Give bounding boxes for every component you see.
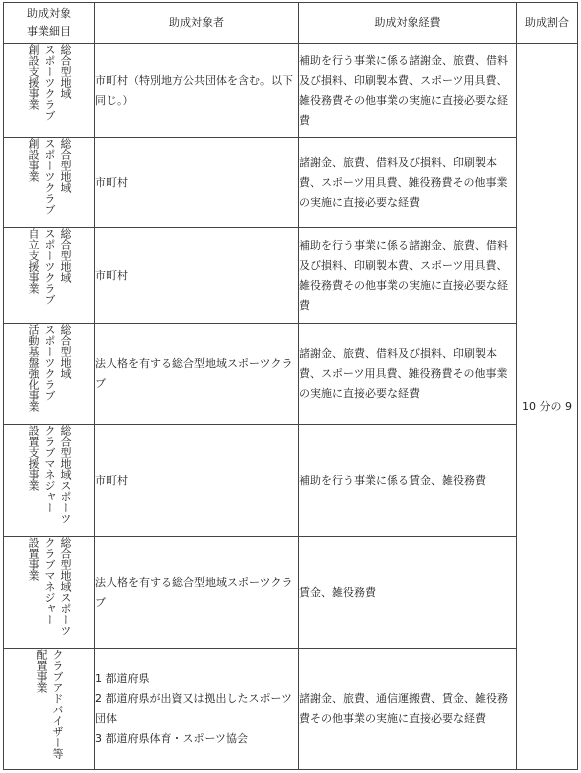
item-col: 総合型地域 <box>59 138 72 193</box>
item-col: 自立支援事業 <box>27 228 40 294</box>
target-cell: 市町村（特別地方公共団体を含む。以下同じ。） <box>95 44 299 138</box>
table-row <box>4 138 578 228</box>
header-expense: 助成対象経費 <box>299 3 517 44</box>
target-list-item: 1 都道府県 <box>95 672 150 685</box>
target-cell: 市町村 <box>95 425 299 537</box>
target-list-item: 2 都道府県が出資又は拠出したスポーツ団体 <box>95 692 293 725</box>
item-cell <box>4 324 95 425</box>
header-target: 助成対象者 <box>95 3 299 44</box>
item-col: 総合型地域 <box>59 44 72 99</box>
target-cell: 法人格を有する総合型地域スポーツクラブ <box>95 537 299 649</box>
item-cell <box>4 138 95 228</box>
target-cell: 法人格を有する総合型地域スポーツクラブ <box>95 324 299 425</box>
subsidy-table <box>3 2 578 770</box>
target-cell: 市町村 <box>95 228 299 324</box>
item-col: スポーツクラブ <box>43 44 56 121</box>
table-row <box>4 537 578 649</box>
item-col: クラブアドバイザー等 <box>51 649 64 759</box>
header-item-line2: 事業細目 <box>27 25 71 38</box>
table-row <box>4 228 578 324</box>
target-list-item: 3 都道府県体育・スポーツ協会 <box>95 732 249 745</box>
expense-cell: 諸謝金、旅費、借料及び損料、印刷製本費、スポーツ用具費、雑役務費その他事業の実施に直接必要な経費 <box>299 138 517 228</box>
item-col: 総合型地域スポーツ <box>59 537 72 636</box>
item-col: 配置事業 <box>35 649 48 693</box>
item-col: スポーツクラブ <box>43 138 56 215</box>
item-col: スポーツクラブ <box>43 228 56 305</box>
expense-cell: 補助を行う事業に係る諸謝金、旅費、借料及び損料、印刷製本費、スポーツ用具費、雑役務費その他事業の実施に直接必要な経費 <box>299 44 517 138</box>
table-row <box>4 649 578 770</box>
item-col: 設置事業 <box>27 537 40 581</box>
expense-cell: 諸謝金、旅費、借料及び損料、印刷製本費、スポーツ用具費、雑役務費その他事業の実施に直接必要な経費 <box>299 324 517 425</box>
header-row <box>4 3 578 44</box>
item-col: 総合型地域 <box>59 324 72 379</box>
expense-cell: 諸謝金、旅費、通信運搬費、賃金、雑役務費その他事業の実施に直接必要な経費 <box>299 649 517 770</box>
expense-cell: 補助を行う事業に係る賃金、雑役務費 <box>299 425 517 537</box>
item-col: クラブマネジャー <box>43 537 56 625</box>
table-row <box>4 324 578 425</box>
header-item <box>4 3 95 44</box>
item-col: クラブマネジャー <box>43 425 56 513</box>
table-row <box>4 425 578 537</box>
item-col: 設置支援事業 <box>27 425 40 491</box>
item-cell <box>4 44 95 138</box>
item-col: 活動基盤強化事業 <box>27 324 40 412</box>
item-col: 総合型地域 <box>59 228 72 283</box>
table-row <box>4 44 578 138</box>
header-rate: 助成割合 <box>517 3 578 44</box>
target-cell: 市町村 <box>95 138 299 228</box>
target-cell <box>95 649 299 770</box>
item-cell <box>4 649 95 770</box>
item-cell <box>4 228 95 324</box>
item-col: 創設支援事業 <box>27 44 40 110</box>
rate-cell: 10 分の 9 <box>517 44 578 770</box>
item-col: 創設事業 <box>27 138 40 182</box>
item-col: 総合型地域スポーツ <box>59 425 72 524</box>
item-cell <box>4 425 95 537</box>
expense-cell: 補助を行う事業に係る諸謝金、旅費、借料及び損料、印刷製本費、スポーツ用具費、雑役務費その他事業の実施に直接必要な経費 <box>299 228 517 324</box>
item-col: スポーツクラブ <box>43 324 56 401</box>
item-cell <box>4 537 95 649</box>
expense-cell: 賃金、雑役務費 <box>299 537 517 649</box>
header-item-line1: 助成対象 <box>27 7 71 20</box>
